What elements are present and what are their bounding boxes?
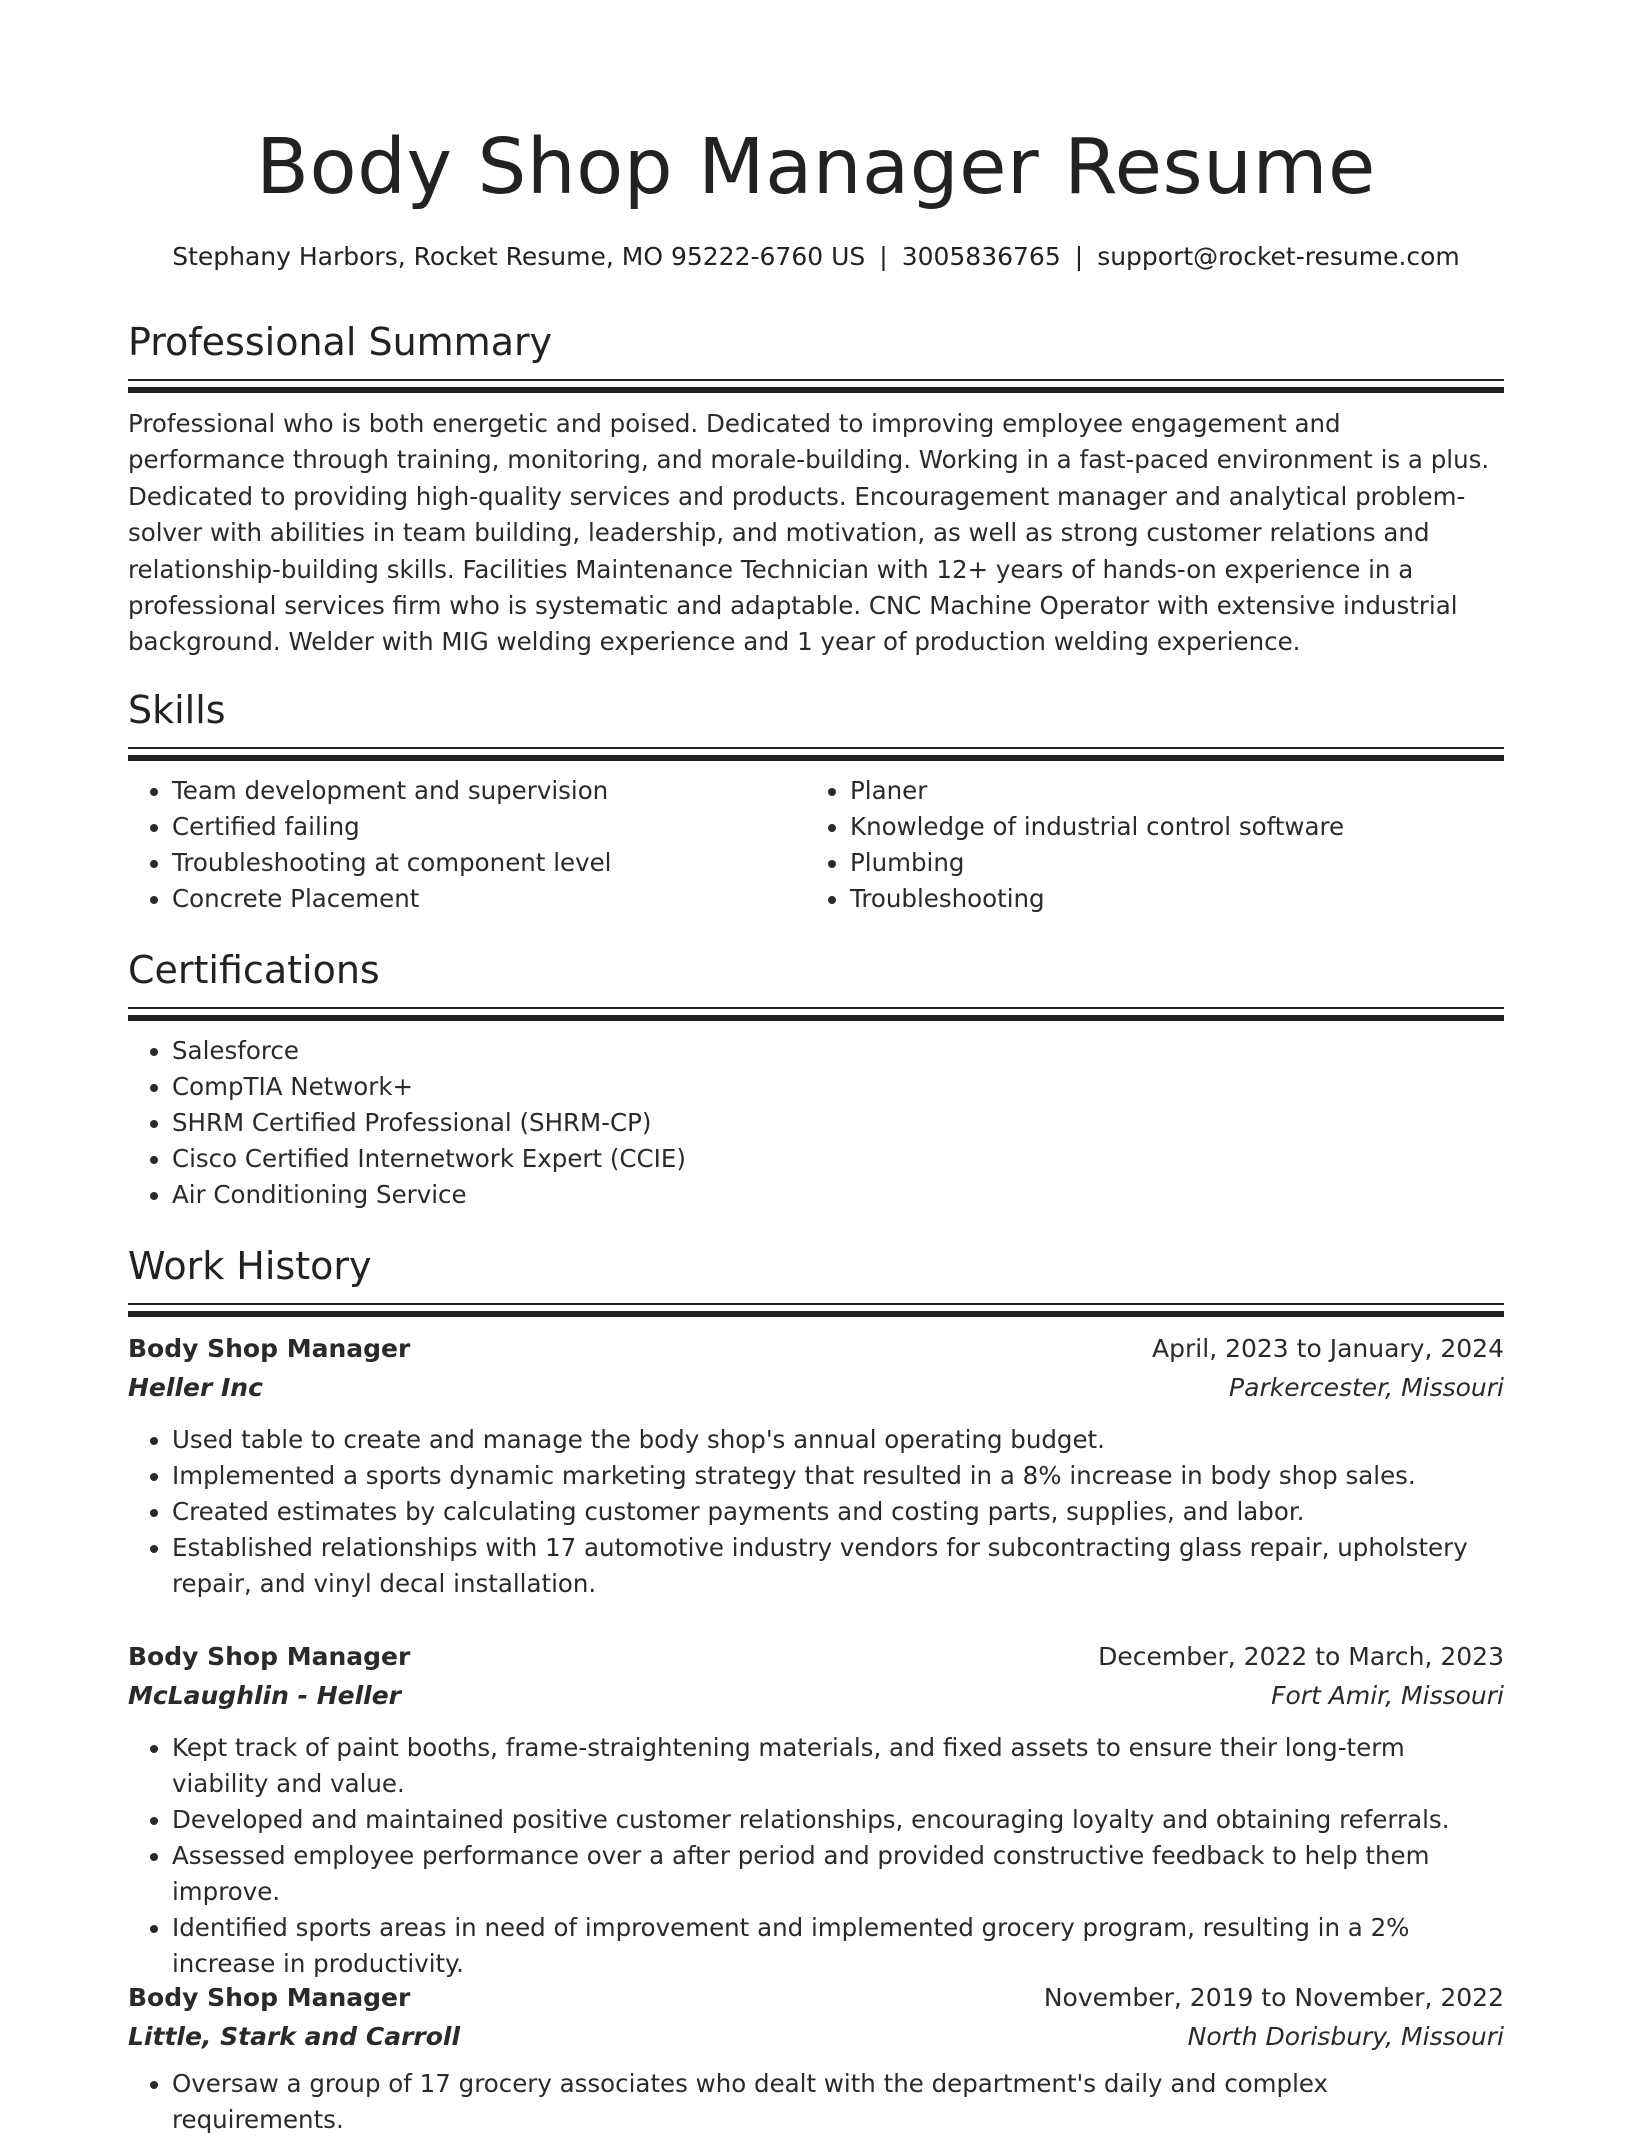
job-dates: December, 2022 to March, 2023 xyxy=(1098,1642,1504,1671)
job-title: Body Shop Manager xyxy=(128,1983,411,2012)
summary-heading: Professional Summary xyxy=(128,320,553,364)
certification-item: • CompTIA Network+ xyxy=(172,1069,1504,1105)
job-bullet: • Kept track of paint booths, frame-straightening materials, and fixed assets to ensure their long-term viability and value. xyxy=(172,1730,1504,1802)
job-location: Parkercester, Missouri xyxy=(1229,1373,1504,1402)
skills-grid xyxy=(128,773,1504,917)
section-divider xyxy=(128,747,1504,761)
job-dates: November, 2019 to November, 2022 xyxy=(1043,1983,1504,2012)
resume-title: Body Shop Manager Resume xyxy=(256,123,1376,212)
certifications-list xyxy=(128,1033,1504,1213)
skill-item: • Certified failing xyxy=(172,809,806,845)
skill-item: • Concrete Placement xyxy=(172,881,806,917)
skill-item: • Planer xyxy=(850,773,1484,809)
job-company: McLaughlin - Heller xyxy=(128,1681,402,1710)
contact-email: support@rocket-resume.com xyxy=(1097,242,1460,271)
job-title: Body Shop Manager xyxy=(128,1642,411,1671)
job-bullet: • Implemented a sports dynamic marketing strategy that resulted in a 8% increase in body shop sales. xyxy=(172,1458,1504,1494)
job-entry xyxy=(128,1978,1504,2138)
certification-item: • Cisco Certified Internetwork Expert (CCIE) xyxy=(172,1141,1504,1177)
contact-address: Stephany Harbors, Rocket Resume, MO 95222-6760 US xyxy=(172,242,866,271)
summary-section xyxy=(128,317,1504,661)
job-location: North Dorisbury, Missouri xyxy=(1187,2022,1504,2051)
skills-column-left xyxy=(128,773,806,917)
contact-line xyxy=(128,237,1504,277)
section-divider xyxy=(128,379,1504,393)
job-company: Heller Inc xyxy=(128,1373,263,1402)
job-bullet: • Oversaw a group of 17 grocery associates who dealt with the department's daily and complex requirements. xyxy=(172,2066,1504,2138)
skill-item: • Plumbing xyxy=(850,845,1484,881)
section-divider xyxy=(128,1007,1504,1021)
summary-text: Professional who is both energetic and poised. Dedicated to improving employee engagement and performance through training, monitoring, and morale-building. Working in a fast-paced environment is a plus. Dedicated to providing high-quality services and products. Encouragement manager and analytical problem-solver with abilities in team building, leadership, and motivation, as well as strong customer relations and relationship-building skills. Facilities Maintenance Technician with 12+ years of hands-on experience in a professional services firm who is systematic and adaptable. CNC Machine Operator with extensive industrial background. Welder with MIG welding experience and 1 year of production welding experience. xyxy=(128,409,1490,657)
job-bullet: • Developed and maintained positive customer relationships, encouraging loyalty and obtaining referrals. xyxy=(172,1802,1504,1838)
job-entry xyxy=(128,1637,1504,1982)
skill-item: • Troubleshooting at component level xyxy=(172,845,806,881)
certification-item: • Salesforce xyxy=(172,1033,1504,1069)
skill-item: • Troubleshooting xyxy=(850,881,1484,917)
contact-separator: | xyxy=(1074,242,1084,271)
job-company: Little, Stark and Carroll xyxy=(128,2022,461,2051)
skill-item: • Knowledge of industrial control software xyxy=(850,809,1484,845)
job-entry xyxy=(128,1329,1504,1602)
job-bullet: • Created estimates by calculating customer payments and costing parts, supplies, and labor. xyxy=(172,1494,1504,1530)
job-bullet: • Used table to create and manage the body shop's annual operating budget. xyxy=(172,1422,1504,1458)
contact-separator: | xyxy=(879,242,888,271)
job-bullet: • Identified sports areas in need of improvement and implemented grocery program, resulting in a 2% increase in productivity. xyxy=(172,1910,1504,1982)
skills-column-right xyxy=(806,773,1484,917)
certification-item: • Air Conditioning Service xyxy=(172,1177,1504,1213)
skill-item: • Team development and supervision xyxy=(172,773,806,809)
certification-item: • SHRM Certified Professional (SHRM-CP) xyxy=(172,1105,1504,1141)
certifications-heading: Certifications xyxy=(128,948,380,992)
skills-section xyxy=(128,685,1504,917)
job-title: Body Shop Manager xyxy=(128,1334,411,1363)
job-bullet: • Established relationships with 17 automotive industry vendors for subcontracting glass repair, upholstery repair, and vinyl decal installation. xyxy=(172,1530,1504,1602)
certifications-section xyxy=(128,945,1504,1213)
job-bullet: • Assessed employee performance over a after period and provided constructive feedback to help them improve. xyxy=(172,1838,1504,1910)
job-location: Fort Amir, Missouri xyxy=(1271,1681,1504,1710)
job-dates: April, 2023 to January, 2024 xyxy=(1152,1334,1504,1363)
work-history-section xyxy=(128,1241,1504,1317)
contact-phone: 3005836765 xyxy=(901,242,1061,271)
section-divider xyxy=(128,1303,1504,1317)
work-history-heading: Work History xyxy=(128,1244,372,1288)
skills-heading: Skills xyxy=(128,688,226,732)
